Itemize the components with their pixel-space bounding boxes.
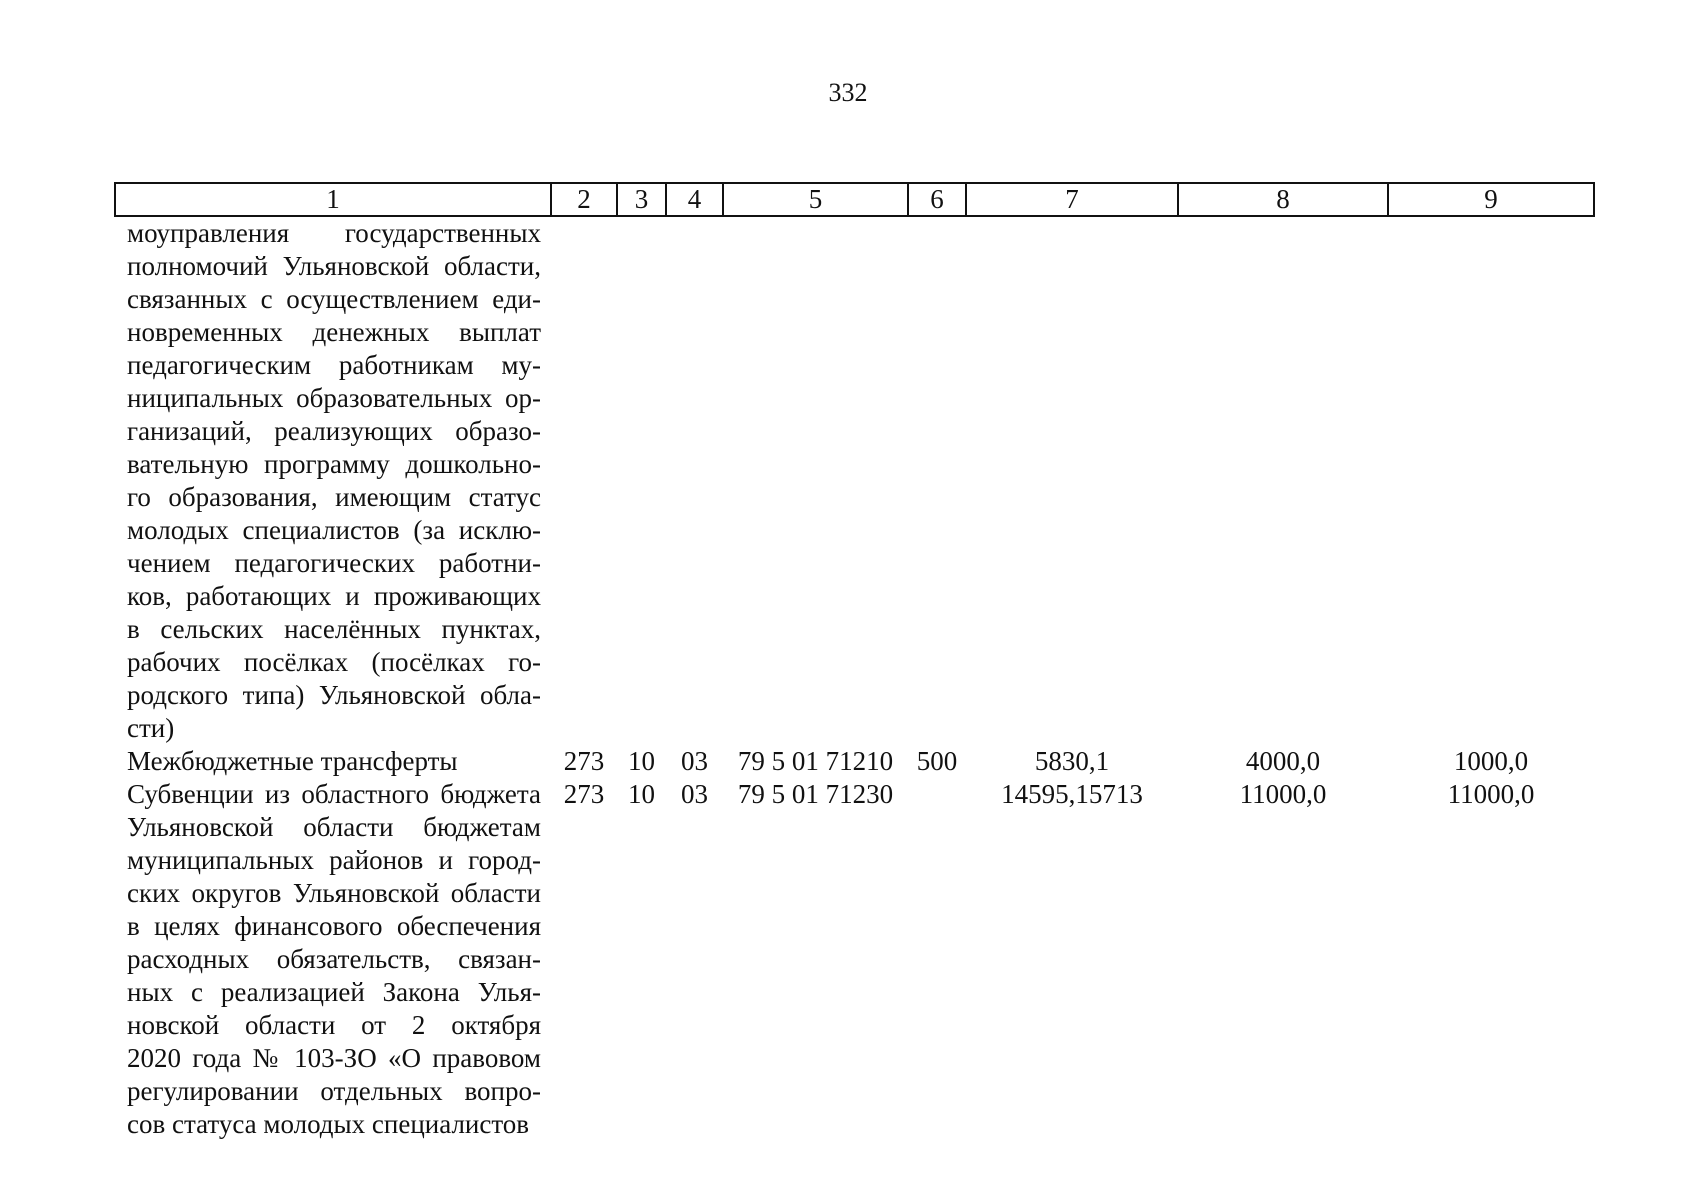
row-name-line: связанных с осуществлением еди- <box>127 284 541 314</box>
row-cell-c2: 273 <box>563 779 605 809</box>
row-name-line: педагогическим работникам му- <box>127 350 541 380</box>
table-header <box>115 183 1594 216</box>
row-name-line: рабочих посёлках (посёлках го- <box>127 647 541 677</box>
row-cell-c5: 79 5 01 71230 <box>737 779 894 809</box>
row-cell-c6: 500 <box>916 746 958 776</box>
table-row <box>115 745 1594 778</box>
row-cell-c2: 273 <box>563 746 605 776</box>
row-cell-c8 <box>1178 216 1388 745</box>
row-name-line: Субвенции из областного бюджета <box>127 779 541 809</box>
row-name-cell <box>115 778 551 1141</box>
row-cell-c7: 14595,15713 <box>1001 779 1143 809</box>
row-cell-c7 <box>966 216 1178 745</box>
row-cell-c3: 10 <box>628 779 655 809</box>
header-col-3: 3 <box>617 183 666 216</box>
table-row <box>115 778 1594 1141</box>
page-number: 332 <box>828 78 868 107</box>
budget-table <box>114 182 1595 1141</box>
row-name-line: ских округов Ульяновской области <box>127 878 541 908</box>
row-name-line: сти) <box>127 713 175 743</box>
row-cell-c9: 11000,0 <box>1447 779 1535 809</box>
row-name-line: регулировании отдельных вопро- <box>127 1076 541 1106</box>
row-name-line: полномочий Ульяновской области, <box>127 251 541 281</box>
row-cell-c3: 10 <box>628 746 655 776</box>
row-name-line: ганизаций, реализующих образо- <box>127 416 541 446</box>
row-cell-c4: 03 <box>681 746 708 776</box>
header-col-7: 7 <box>966 183 1178 216</box>
row-cell-c9 <box>1388 216 1594 745</box>
row-name-line: моуправления государственных <box>127 218 541 248</box>
header-col-2: 2 <box>551 183 617 216</box>
row-name-line: сов статуса молодых специалистов <box>127 1109 530 1139</box>
header-col-6: 6 <box>908 183 966 216</box>
row-name-line: в целях финансового обеспечения <box>127 911 541 941</box>
row-cell-c9: 1000,0 <box>1453 746 1529 776</box>
header-col-9: 9 <box>1388 183 1594 216</box>
row-cell-c3 <box>617 216 666 745</box>
row-name-line: ниципальных образовательных ор- <box>127 383 541 413</box>
header-col-1: 1 <box>115 183 551 216</box>
row-cell-c5: 79 5 01 71210 <box>737 746 894 776</box>
row-cell-c4: 03 <box>681 779 708 809</box>
row-cell-c4 <box>666 216 723 745</box>
row-name-line: вательную программу дошкольно- <box>127 449 541 479</box>
row-name-line: в сельских населённых пунктах, <box>127 614 541 644</box>
table-body <box>115 216 1594 1141</box>
row-name-line: го образования, имеющим статус <box>127 482 541 512</box>
header-row <box>115 183 1594 216</box>
row-name-line: ных с реализацией Закона Улья- <box>127 977 541 1007</box>
row-name-line: родского типа) Ульяновской обла- <box>127 680 541 710</box>
row-cell-c8: 11000,0 <box>1239 779 1327 809</box>
row-cell-c6 <box>908 216 966 745</box>
row-name-line: муниципальных районов и город- <box>127 845 541 875</box>
row-name-line: ков, работающих и проживающих <box>127 581 541 611</box>
header-col-8: 8 <box>1178 183 1388 216</box>
row-name-line: расходных обязательств, связан- <box>127 944 541 974</box>
row-cell-c7: 5830,1 <box>1034 746 1110 776</box>
row-name-line: новременных денежных выплат <box>127 317 541 347</box>
header-col-4: 4 <box>666 183 723 216</box>
table-row <box>115 216 1594 745</box>
row-cell-c5 <box>723 216 908 745</box>
row-name-line: Ульяновской области бюджетам <box>127 812 541 842</box>
row-cell-c6 <box>908 778 966 1141</box>
row-name-cell <box>115 745 551 778</box>
row-name-line: чением педагогических работни- <box>127 548 541 578</box>
row-name-line: 2020 года № 103-ЗО «О правовом <box>127 1043 541 1073</box>
row-cell-c8: 4000,0 <box>1245 746 1321 776</box>
row-cell-c2 <box>551 216 617 745</box>
row-name-cell <box>115 216 551 745</box>
row-name-line: молодых специалистов (за исклю- <box>127 515 541 545</box>
row-name-line: новской области от 2 октября <box>127 1010 541 1040</box>
header-col-5: 5 <box>723 183 908 216</box>
row-name-line: Межбюджетные трансферты <box>127 746 458 776</box>
